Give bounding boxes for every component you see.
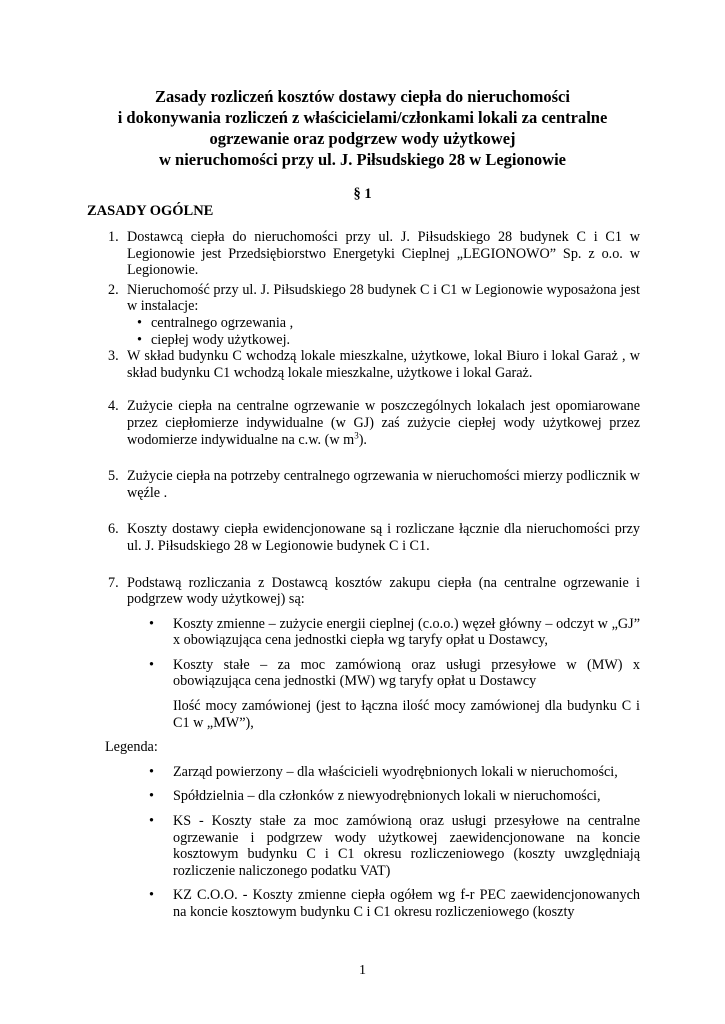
item-text: Zużycie ciepła na potrzeby centralnego ogrzewania w nieruchomości mierzy podlicznik w węźle . <box>127 468 640 501</box>
legend-item <box>87 788 640 805</box>
item-number: 7. <box>108 574 119 591</box>
list-item <box>87 348 640 381</box>
legend-text: KS - Koszty stałe za moc zamówioną oraz usługi przesyłowe na centralne ogrzewanie i podgrzew wody użytkowej zaewidencjonowane na koncie kosztowym budynku C i C1 okresu rozliczeniowego (koszty uwzględniają rozliczenie naliczonego podatku VAT) <box>173 813 640 879</box>
legend-label: Legenda: <box>105 739 158 756</box>
bullet-icon: • <box>149 615 154 632</box>
note-text: Ilość mocy zamówionej (jest to łączna ilość mocy zamówionej dla budynku C i C1 w „MW”), <box>173 698 640 731</box>
list-item <box>87 229 640 279</box>
item-text-part: Zużycie ciepła na centralne ogrzewanie w poszczególnych lokalach jest opomiarowane przez ciepłomierze indywidualne (w GJ) zaś zużycie ciepłej wody użytkowej przez wodomierze indywidualne na c.w. (w m <box>127 398 640 448</box>
item-text <box>127 398 640 447</box>
list-item <box>87 468 640 501</box>
item-text-part: ). <box>358 431 367 448</box>
bullet-icon: • <box>149 656 154 673</box>
bullet-icon: • <box>137 331 142 348</box>
bullet-icon: • <box>149 788 154 805</box>
bullet-text: Koszty zmienne – zużycie energii cieplnej (c.o.o.) węzeł główny – odczyt w „GJ” x obowiązująca cena jednostki ciepła wg taryfy opłat u Dostawcy, <box>173 615 640 649</box>
item-number: 4. <box>108 398 119 415</box>
page-number: 1 <box>359 963 366 978</box>
title-line: i dokonywania rozliczeń z właścicielami/członkami lokali za centralne <box>117 108 608 127</box>
legend-text: Spółdzielnia – dla członków z niewyodrębnionych lokali w nieruchomości, <box>173 788 601 805</box>
item-text: Podstawą rozliczania z Dostawcą kosztów zakupu ciepła (na centralne ogrzewanie i podgrzew wody użytkowej) są: <box>127 574 640 608</box>
item-text: W skład budynku C wchodzą lokale mieszkalne, użytkowe, lokal Biuro i lokal Garaż , w skład budynku C1 wchodzą lokale mieszkalne, użytkowe i lokal Garaż. <box>127 348 640 381</box>
item-text: Nieruchomość przy ul. J. Piłsudskiego 28 budynek C i C1 w Legionowie wyposażona jest w instalacje: <box>127 281 640 315</box>
item-number: 2. <box>108 281 119 298</box>
item-text: Koszty dostawy ciepła ewidencjonowane są i rozliczane łącznie dla nieruchomości przy ul. J. Piłsudskiego 28 w Legionowie budynek C i C1. <box>127 521 640 554</box>
section-heading: ZASADY OGÓLNE <box>87 203 214 219</box>
bullet-text: ciepłej wody użytkowej. <box>151 331 291 348</box>
section-mark: § 1 <box>353 186 372 202</box>
legend-item <box>87 813 640 879</box>
title-line: w nieruchomości przy ul. J. Piłsudskiego 28 w Legionowie <box>158 150 566 169</box>
bullet-icon: • <box>149 763 154 780</box>
item-text: Dostawcą ciepła do nieruchomości przy ul. J. Piłsudskiego 28 budynek C i C1 w Legionowie jest Przedsiębiorstwo Energetyki Cieplnej „LEGIONOWO” Sp. z o.o. w Legionowie. <box>127 229 640 279</box>
list-item <box>87 521 640 554</box>
item-number: 6. <box>108 521 119 538</box>
legend-item <box>87 887 640 920</box>
document-body <box>87 229 640 921</box>
bullet-item <box>127 315 640 332</box>
document-title <box>60 86 665 170</box>
bullet-text: centralnego ogrzewania , <box>151 314 294 331</box>
superscript: 3 <box>354 429 359 440</box>
list-item <box>87 575 640 608</box>
bullet-item <box>127 332 640 349</box>
bullet-text: Koszty stałe – za moc zamówioną oraz usługi przesyłowe w (MW) x obowiązująca cena jednostki (MW) wg taryfy opłat u Dostawcy <box>173 656 640 690</box>
legend-text: Zarząd powierzony – dla właścicieli wyodrębnionych lokali w nieruchomości, <box>173 763 618 780</box>
legend-text: KZ C.O.O. - Koszty zmienne ciepła ogółem wg f-r PEC zaewidencjonowanych na koncie kosztowym budynku C i C1 okresu rozliczeniowego (koszty <box>173 887 640 920</box>
bullet-icon: • <box>137 314 142 331</box>
list-item <box>87 398 640 448</box>
bullet-item <box>87 657 640 690</box>
title-line: ogrzewanie oraz podgrzew wody użytkowej <box>209 129 516 148</box>
legend-item <box>87 764 640 781</box>
item-number: 3. <box>108 348 119 365</box>
item-number: 1. <box>108 229 119 245</box>
bullet-icon: • <box>149 887 154 904</box>
list-item <box>87 282 640 348</box>
bullet-icon: • <box>149 813 154 830</box>
title-line: Zasady rozliczeń kosztów dostawy ciepła do nieruchomości <box>155 87 570 106</box>
item-number: 5. <box>108 468 119 485</box>
bullet-item <box>87 616 640 649</box>
